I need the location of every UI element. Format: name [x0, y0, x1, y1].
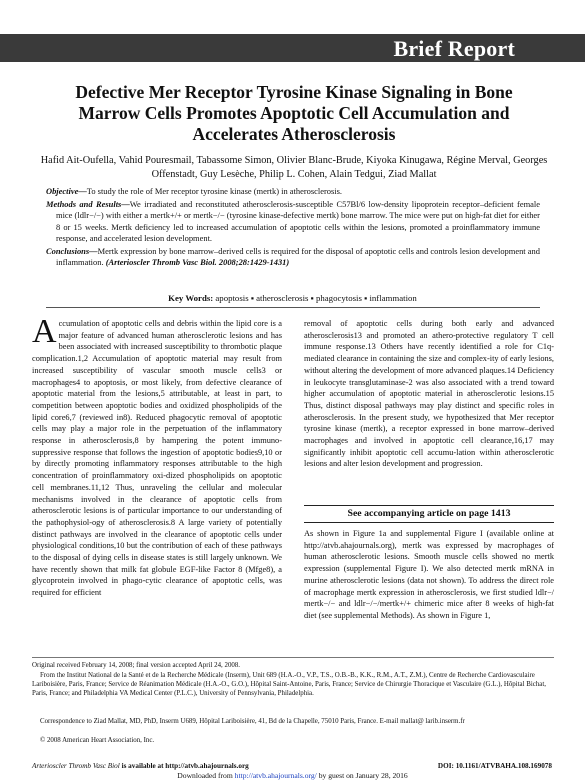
doi: DOI: 10.1161/ATVBAHA.108.169078 [437, 762, 552, 770]
body-column-right-bottom: As shown in Figure 1a and supplemental Figure I (available online at http://atvb.ahajournals.org), mertk was expressed by macrophages of human atherosclerotic lesions. Smooth muscle cells showed no mertk expression (supplemental Figure I). We also detected mertk mRNA in murine atherosclerotic lesions (data not shown). To address the direct role of macrophage mertk expression in atherosclerosis, we first studied ldlr−/ mertk−/− and ldlr−/−/mertk+/+ chimeric mice after 8 weeks of high-fat diet (see supplemental Methods). As shown in Figure 1, [304, 529, 554, 620]
author-list: Hafid Ait-Oufella, Vahid Pouresmail, Tabassome Simon, Olivier Blanc-Brude, Kiyoka Kinugawa, Régine Merval, Georges Offenstadt, Guy Lesèche, Philip L. Cohen, Alain Tedgui, Ziad Mallat [40, 155, 548, 180]
drop-cap: A [32, 313, 57, 350]
footnote-divider [32, 657, 554, 658]
abstract-conclusions [46, 246, 540, 269]
journal-name: Arterioscler Thromb Vasc Biol [32, 762, 120, 770]
abstract [46, 186, 540, 270]
download-suffix: by guest on January 28, 2016 [316, 771, 408, 780]
footnote-copyright: © 2008 American Heart Association, Inc. [40, 737, 155, 744]
keywords-label: Key Words: [168, 293, 214, 303]
abstract-objective [46, 186, 540, 198]
keywords-divider [46, 307, 540, 308]
journal-availability [32, 762, 249, 770]
body-column-left [32, 313, 282, 599]
accompanying-article-link[interactable]: See accompanying article on page 1413 [304, 505, 554, 523]
article-title: Defective Mer Receptor Tyrosine Kinase Signaling in Bone Marrow Cells Promotes Apoptotic Cell Accumulation and Accelerates Atherosclerosis [75, 82, 513, 144]
body-column-right-top: removal of apoptotic cells during both early and advanced atherosclerosis13 and promoted an athero-protective regulatory T cell immune response.13 Others have recently identified a role for C1q-mediated clearance in containing the size and complex-ity of early lesions, without altering the development of more advanced plaques.14 Deficiency in leukocyte transglutaminase-2 was also associated with a trend toward higher accumulation of apoptotic material in atherosclerotic lesions.15 Thus, distinct disposal pathways may play distinct and specific roles in atherosclerosis. In the present study, we hypothesized that Mer receptor tyrosine kinase (mertk), a receptor expressed in bone marrow–derived macrophages and involved in apoptotic cell clearance,16,17 may significantly inhibit apoptotic cell accumu-lation within atherosclerotic lesions and alter lesion development and progression. [304, 319, 554, 469]
keywords: Key Words: apoptosis ▪ atherosclerosis ▪ phagocytosis ▪ inflammation [168, 293, 417, 303]
download-notice [0, 771, 585, 780]
article-type-banner [0, 34, 585, 62]
journal-url: is available at http://atvb.ahajournals.org [119, 762, 249, 770]
conclusions-label: Conclusions— [46, 245, 98, 256]
methods-label: Methods and Results— [46, 198, 130, 209]
methods-text: We irradiated and reconstituted atherosclerosis-susceptible C57Bl/6 low-density lipoprotein receptor–deficient female mice (ldlr−/−) with either a mertk+/+ or mertk−/− (tyrosine kinase-defective mertk) bone marrow. The mice were put on high-fat diet for either 8 or 15 weeks. Mertk deficiency led to increased accumulation of apoptotic cells within the lesions, promoted a proinflammatory immune response, and accelerated lesion development. [56, 198, 540, 243]
article-type-label: Brief Report [393, 36, 515, 61]
footnote-received: Original received February 14, 2008; final version accepted April 24, 2008. [32, 662, 240, 669]
keyword: phagocytosis [315, 293, 362, 303]
objective-text: To study the role of Mer receptor tyrosine kinase (mertk) in atherosclerosis. [86, 186, 343, 196]
abstract-methods [46, 199, 540, 245]
citation: (Arterioscler Thromb Vasc Biol. 2008;28:1429-1431) [105, 257, 290, 267]
footnote-correspondence: Correspondence to Ziad Mallat, MD, PhD, Inserm U689, Hôpital Lariboisière, 41, Bd de la Chapelle, 75010 Paris, France. E-mail mallat@ larib.inserm.fr [40, 718, 465, 725]
keyword: atherosclerosis [256, 293, 309, 303]
keyword: inflammation [369, 293, 417, 303]
body-text-left: ccumulation of apoptotic cells and debris within the lipid core is a major feature of advanced human atherosclerotic lesions and has been associated with increased susceptibility to thrombotic plaque complication.1,2 Accumulation of apoptotic material may result from increased susceptibility of vascular smooth muscle cells3 or macrophages4 to apoptosis, or most likely, from defective clearance of apoptotic material from the lesions,5 attributable, at least in part, to competition between apoptotic bodies and oxidized phospholipids of the lipid core6,7 (reviewed in8). Reduced phagocytic removal of apoptotic cells may play a major role in the perpetuation of the inflammatory response in atherosclerosis,8 by hampering the potent immuno-suppressive response that follows the ingestion of apoptotic bodies9,10 or by directly promoting inflammatory responses attributable to the high concentration of proinflammatory oxi-dized phospholipids on apoptotic cell membranes.11,12 Thus, unraveling the cellular and molecular mechanisms involved in the clearance of apoptotic cells from atherosclerotic lesions is of particular importance to our understanding of the pathophysiol-ogy of atherosclerosis.8 A large variety of potentially distinct pathways are involved in the clearance of apoptotic cells under physiological conditions,10 but the contribution of each of these pathways to the disposal of dying cells in disease states is still largely unknown. We have recently shown that milk fat globule EGF-like Factor 8 (Mfge8), a glycoprotein involved in phago-cytic clearance of apoptotic cells, was required for efficient [32, 319, 282, 598]
download-link[interactable]: http://atvb.ahajournals.org/ [234, 771, 317, 780]
download-prefix: Downloaded from [177, 771, 235, 780]
footnote-affiliations: From the Institut National de la Santé et de la Recherche Médicale (Inserm), Unit 689 (H.A.-O., V.P., T.S., O.B.-B., K.K., R.M., A.T., Z.M.), Centre de Recherche Cardiovasculaire Lariboisière, Paris, France; Service de Réanimation Médicale (H.A.-O., G.O.), Hôpital Saint-Antoine, Paris, France; Service de Chirurgie Thoracique et Vasculaire (G.L.), Hôpital Bichat, Paris, France; and Philadelphia VA Medical Center (P.L.C.), University of Pennsylvania, Philadelphia. [32, 672, 546, 697]
keyword: apoptosis [215, 293, 249, 303]
objective-label: Objective— [46, 186, 87, 196]
conclusions-text: Mertk expression by bone marrow–derived cells is required for the disposal of apoptotic cells and controls lesion development and inflammation. [56, 245, 540, 267]
